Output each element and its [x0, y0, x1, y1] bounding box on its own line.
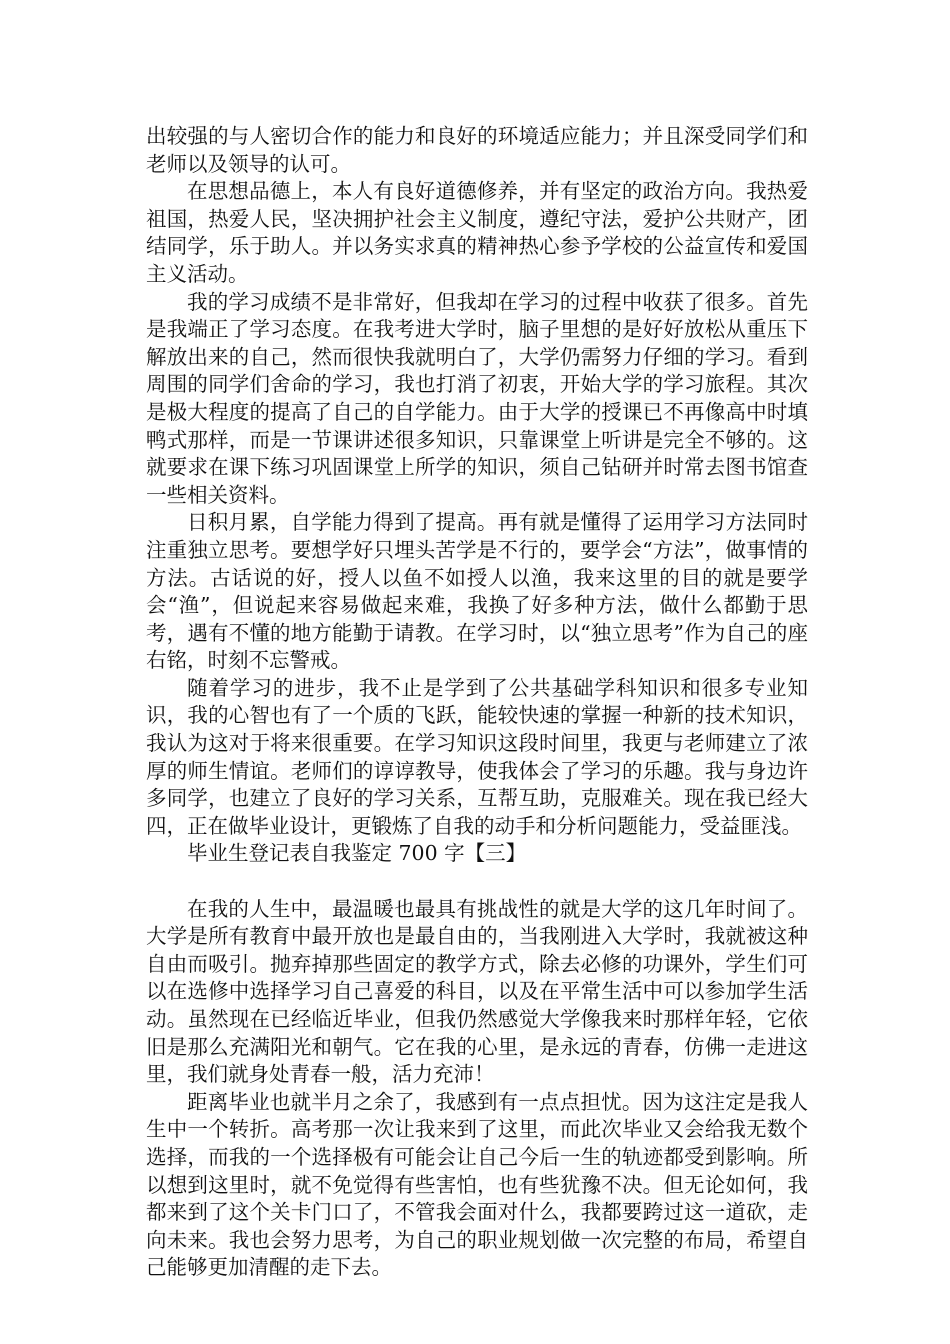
paragraph-graduation: 距离毕业也就半月之余了，我感到有一点点担忧。因为这注定是我人生中一个转折。高考那一次让我来到了这里，而此次毕业又会给我无数个选择，而我的一个选择极有可能会让自己今后一生的轨迹都受到影响。所以想到这里时，就不免觉得有些害怕，也有些犹豫不决。但无论如何，我都来到了这个关卡门口了，不管我会面对什么，我都要跨过这一道砍，走向未来。我也会努力思考，为自己的职业规划做一次完整的布局，希望自己能够更加清醒的走下去。	[146, 1089, 808, 1280]
paragraph-university-life: 在我的人生中，最温暖也最具有挑战性的就是大学的这几年时间了。大学是所有教育中最开放也是最自由的，当我刚进入大学时，我就被这种自由而吸引。抛弃掉那些固定的教学方式，除去必修的功课外，学生们可以在选修中选择学习自己喜爱的科目，以及在平常生活中可以参加学生活动。虽然现在已经临近毕业，但我仍然感觉大学像我来时那样年轻，它依旧是那么充满阳光和朝气。它在我的心里，是永远的青春，仿佛一走进这里，我们就身处青春一般，活力充沛！	[146, 896, 808, 1087]
section-heading: 毕业生登记表自我鉴定 700 字【三】	[187, 841, 527, 866]
paragraph-continuation: 出较强的与人密切合作的能力和良好的环境适应能力；并且深受同学们和老师以及领导的认可。	[146, 124, 808, 176]
paragraph-moral-character: 在思想品德上，本人有良好道德修养，并有坚定的政治方向。我热爱祖国，热爱人民，坚决拥护社会主义制度，遵纪守法，爱护公共财产，团结同学，乐于助人。并以务实求真的精神热心参予学校的公益宣传和爱国主义活动。	[146, 179, 808, 286]
paragraph-study-methods: 日积月累，自学能力得到了提高。再有就是懂得了运用学习方法同时注重独立思考。要想学好只埋头苦学是不行的，要学会“方法”，做事情的方法。古话说的好，授人以鱼不如授人以渔，我来这里的目的就是要学会“渔”，但说起来容易做起来难，我换了好多种方法，做什么都勤于思考，遇有不懂的地方能勤于请教。在学习时，以“独立思考”作为自己的座右铭，时刻不忘警戒。	[146, 510, 808, 673]
paragraph-progress: 随着学习的进步，我不止是学到了公共基础学科知识和很多专业知识，我的心智也有了一个质的飞跃，能较快速的掌握一种新的技术知识，我认为这对于将来很重要。在学习知识这段时间里，我更与老师建立了浓厚的师生情谊。老师们的谆谆教导，使我体会了学习的乐趣。我与身边许多同学，也建立了良好的学习关系，互帮互助，克服难关。现在我已经大四，正在做毕业设计，更锻炼了自我的动手和分析问题能力，受益匪浅。	[146, 675, 808, 838]
document-page	[146, 123, 808, 1282]
paragraph-study-attitude: 我的学习成绩不是非常好，但我却在学习的过程中收获了很多。首先是我端正了学习态度。在我考进大学时，脑子里想的是好好放松从重压下解放出来的自己，然而很快我就明白了，大学仍需努力仔细的学习。看到周围的同学们舍命的学习，我也打消了初衷，开始大学的学习旅程。其次是极大程度的提高了自己的自学能力。由于大学的授课已不再像高中时填鸭式那样，而是一节课讲述很多知识，只靠课堂上听讲是完全不够的。这就要求在课下练习巩固课堂上所学的知识，须自己钻研并时常去图书馆查一些相关资料。	[146, 289, 808, 507]
blank-line	[146, 868, 808, 896]
